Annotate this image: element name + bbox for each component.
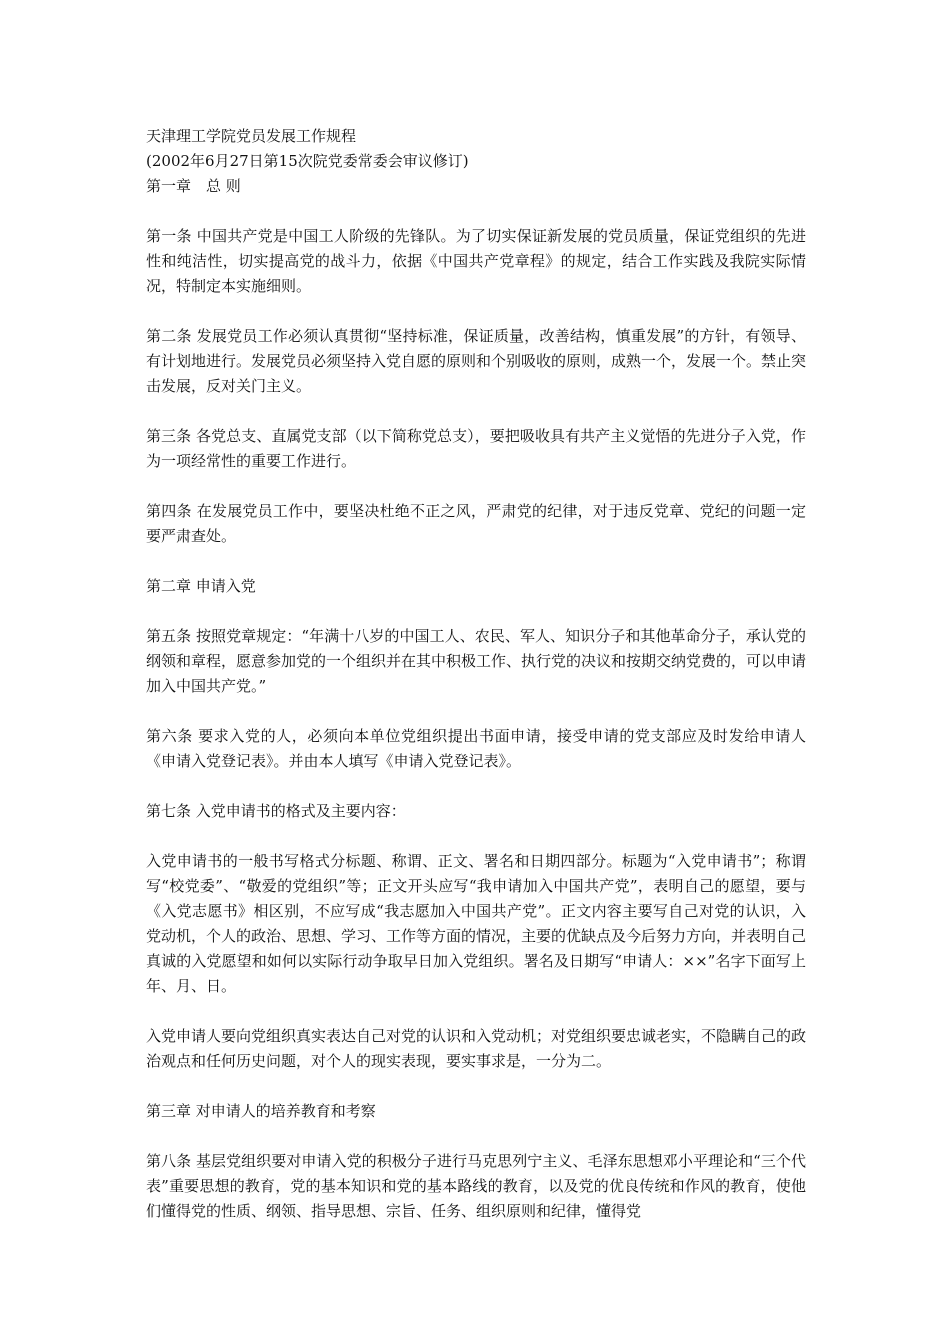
article-5: 第五条 按照党章规定：“年满十八岁的中国工人、农民、军人、知识分子和其他革命分子，承认党的纲领和章程，愿意参加党的一个组织并在其中积极工作、执行党的决议和按期交纳党费的，可以申请加入中国共产党。” bbox=[146, 627, 807, 695]
spacer bbox=[146, 549, 806, 574]
chapter-2-heading: 第二章 申请入党 bbox=[146, 577, 256, 595]
spacer bbox=[146, 774, 806, 799]
spacer bbox=[146, 199, 806, 224]
spacer bbox=[146, 999, 806, 1024]
spacer bbox=[146, 399, 806, 424]
spacer bbox=[146, 1074, 806, 1099]
spacer bbox=[146, 824, 806, 849]
document-title: 天津理工学院党员发展工作规程 bbox=[146, 127, 357, 145]
spacer bbox=[146, 474, 806, 499]
spacer bbox=[146, 699, 806, 724]
format-paragraph: 入党申请书的一般书写格式分标题、称谓、正文、署名和日期四部分。标题为“入党申请书”；称谓写“校党委”、“敬爱的党组织”等；正文开头应写“我申请加入中国共产党”，表明自己的愿望，要与《入党志愿书》相区别，不应写成“我志愿加入中国共产党”。正文内容主要写自己对党的认识，入党动机，个人的政治、思想、学习、工作等方面的情况，主要的优缺点及今后努力方向，并表明自己真诚的入党愿望和如何以实际行动争取早日加入党组织。署名及日期写“申请人：××”名字下面写上年、月、日。 bbox=[146, 852, 807, 995]
spacer bbox=[146, 1124, 806, 1149]
article-3: 第三条 各党总支、直属党支部（以下简称党总支），要把吸收具有共产主义觉悟的先进分子入党，作为一项经常性的重要工作进行。 bbox=[146, 427, 806, 470]
article-1: 第一条 中国共产党是中国工人阶级的先锋队。为了切实保证新发展的党员质量，保证党组织的先进性和纯洁性，切实提高党的战斗力，依据《中国共产党章程》的规定，结合工作实践及我院实际情况，特制定本实施细则。 bbox=[146, 227, 806, 295]
document-page bbox=[146, 124, 806, 1224]
article-8: 第八条 基层党组织要对申请入党的积极分子进行马克思列宁主义、毛泽东思想邓小平理论和“三个代表”重要思想的教育，党的基本知识和党的基本路线的教育，以及党的优良传统和作风的教育，使他们懂得党的性质、纲领、指导思想、宗旨、任务、组织原则和纪律，懂得党 bbox=[146, 1152, 806, 1220]
article-2: 第二条 发展党员工作必须认真贯彻“坚持标准，保证质量，改善结构，慎重发展”的方针，有领导、有计划地进行。发展党员必须坚持入党自愿的原则和个别吸收的原则，成熟一个，发展一个。禁止突击发展，反对关门主义。 bbox=[146, 327, 807, 395]
spacer bbox=[146, 599, 806, 624]
honesty-paragraph: 入党申请人要向党组织真实表达自己对党的认识和入党动机；对党组织要忠诚老实，不隐瞒自己的政治观点和任何历史问题，对个人的现实表现，要实事求是，一分为二。 bbox=[146, 1027, 807, 1070]
chapter-1-heading: 第一章 总 则 bbox=[146, 177, 241, 195]
article-4: 第四条 在发展党员工作中，要坚决杜绝不正之风，严肃党的纪律，对于违反党章、党纪的问题一定要严肃查处。 bbox=[146, 502, 806, 545]
article-6: 第六条 要求入党的人，必须向本单位党组织提出书面申请，接受申请的党支部应及时发给申请人《申请入党登记表》。并由本人填写《申请入党登记表》。 bbox=[146, 727, 806, 770]
revision-note: (2002年6月27日第15次院党委常委会审议修订) bbox=[146, 152, 469, 170]
chapter-3-heading: 第三章 对申请人的培养教育和考察 bbox=[146, 1102, 376, 1120]
article-7: 第七条 入党申请书的格式及主要内容： bbox=[146, 802, 406, 820]
spacer bbox=[146, 299, 806, 324]
